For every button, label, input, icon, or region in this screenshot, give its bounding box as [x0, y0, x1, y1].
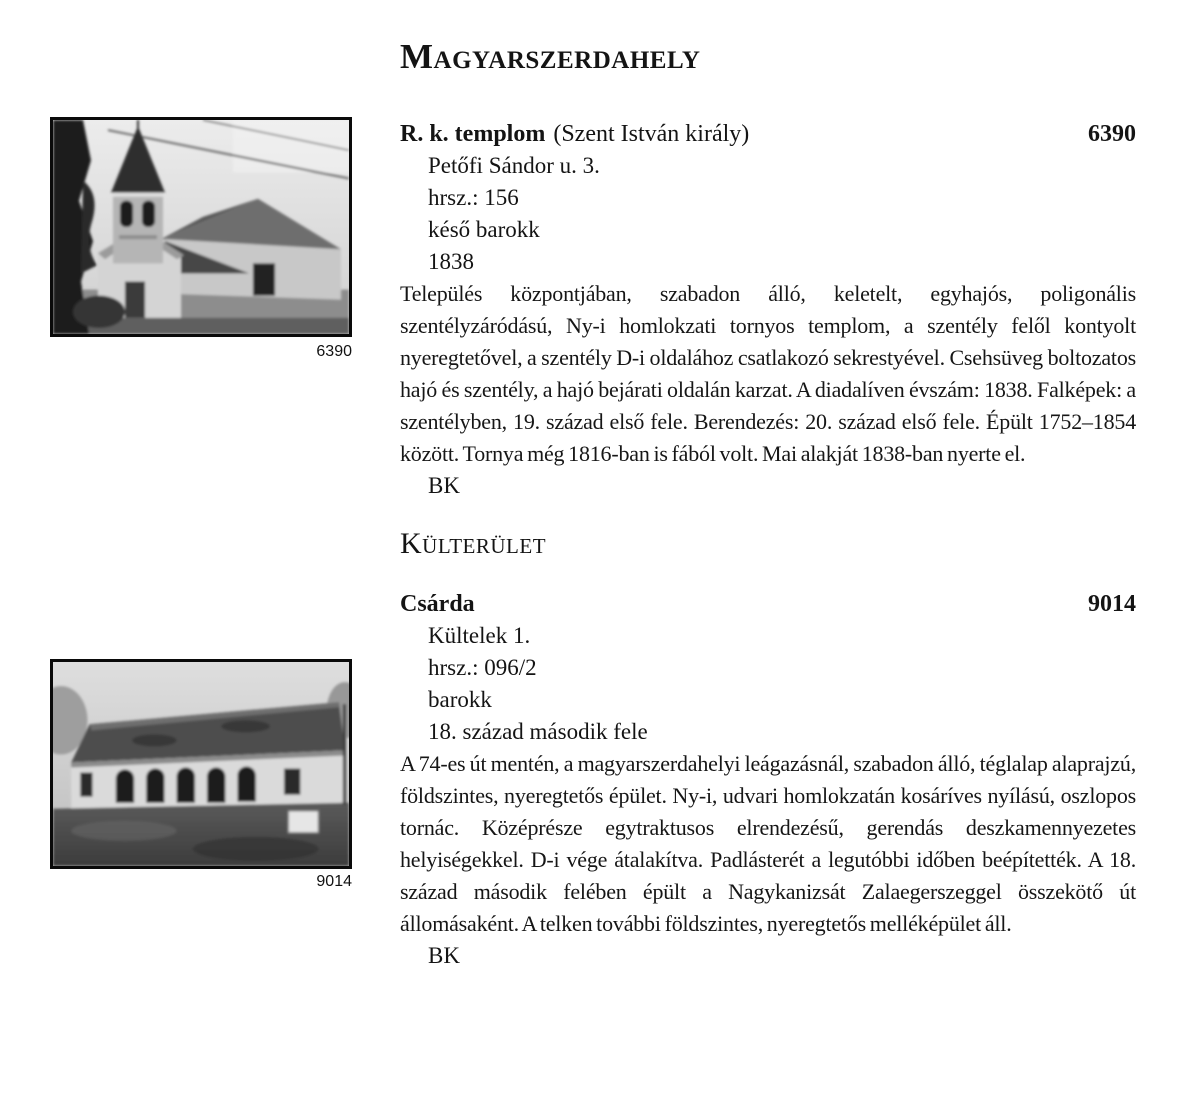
section-header-kulterulet: Külterület — [400, 527, 547, 560]
entry-parcel-number: hrsz.: 096/2 — [428, 655, 537, 680]
inn-photo — [50, 659, 352, 869]
entry-name: Csárda — [400, 591, 475, 617]
entry-description: Település központjában, szabadon álló, keletelt, egyhajós, poligonális szentélyzáródású, Ny-i homlokzati tornyos templom, a szentély felől kontyolt nyeregtetővel, a szentély D-i oldalához csatlakozó sekrestyével. Csehsüveg boltozatos hajó és szentély, a hajó bejárati oldalán karzat. A diadalíven évszám: 1838. Falképek: a szentélyben, 19. század első fele. Berendezés: 20. század első fele. Épült 1752–1854 között. Tornya még 1816-ban is fából volt. Mai alakját 1838-ban nyerte el. — [400, 281, 1136, 466]
entry-author-initials: BK — [428, 473, 460, 498]
entry-author-initials: BK — [428, 943, 460, 968]
church-photo — [50, 117, 352, 337]
entry-date: 1838 — [428, 249, 474, 274]
inn-photo-illustration — [53, 662, 349, 866]
text-column — [400, 0, 1136, 972]
entry-parcel-number: hrsz.: 156 — [428, 185, 519, 210]
entry-style: késő barokk — [428, 217, 540, 242]
entry-address: Petőfi Sándor u. 3. — [428, 153, 600, 178]
entry-csarda — [400, 588, 1136, 972]
entry-dedication: (Szent István király) — [553, 121, 750, 147]
inn-photo-caption: 9014 — [316, 873, 352, 890]
church-photo-illustration — [53, 120, 349, 334]
page-title: Magyarszerdahely — [400, 37, 701, 76]
entry-id: 6390 — [1088, 121, 1136, 147]
entry-heading — [400, 118, 1136, 150]
entry-date: 18. század második fele — [428, 719, 648, 744]
entry-name: R. k. templom — [400, 121, 546, 147]
entry-style: barokk — [428, 687, 492, 712]
entry-heading — [400, 588, 1136, 620]
entry-description: A 74-es út mentén, a magyarszerdahelyi leágazásnál, szabadon álló, téglalap alaprajzú, földszintes, nyeregtetős épület. Ny-i, udvari homlokzatán kosáríves nyílású, oszlopos tornác. Középrésze egytraktusos elrendezésű, gerendás deszkamennyezetes helyiségekkel. D-i vége átalakítva. Padlásterét a legutóbbi időben beépítették. A 18. század második felében épült a Nagykanizsát Zalaegerszeggel összekötő út állomásaként. A telken további földszintes, nyeregtetős melléképület áll. — [400, 751, 1136, 936]
entry-id: 9014 — [1088, 591, 1136, 617]
church-photo-caption: 6390 — [316, 343, 352, 360]
entry-templom — [400, 118, 1136, 502]
entry-address: Kültelek 1. — [428, 623, 531, 648]
